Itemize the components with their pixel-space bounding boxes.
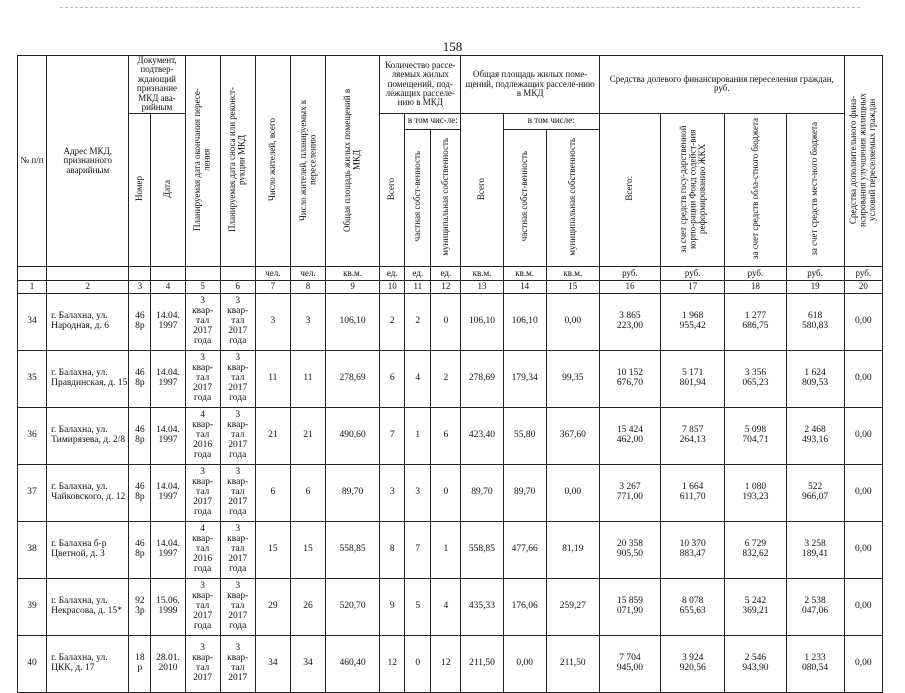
demolish-cell: 3 квар- тал 2017: [220, 636, 255, 693]
column-number: 10: [380, 281, 405, 294]
residents-planned-cell: 15: [290, 522, 325, 579]
table-row: [18, 408, 883, 465]
area-resettle-cell: 106,10: [461, 294, 503, 351]
hdr-area-all: [461, 113, 503, 266]
demolish-cell: 3 квар- тал 2017 года: [220, 465, 255, 522]
funds-total-cell: 20 358 905,50: [599, 522, 660, 579]
hdr-fund-region-text: за счет средств обла-стного бюджета: [749, 118, 760, 260]
area-municipal-cell: 0,00: [546, 294, 599, 351]
funds-total-cell: 3 865 223,00: [599, 294, 660, 351]
premises-count-cell: 6: [380, 351, 405, 408]
premises-private-cell: 1: [405, 408, 431, 465]
doc-date-cell: 14.04. 1997: [151, 351, 185, 408]
row-number: 37: [18, 465, 47, 522]
fund-local-cell: 522 966,07: [786, 465, 844, 522]
row-number: 39: [18, 579, 47, 636]
hdr-residents-planned: [290, 56, 325, 267]
column-number: 2: [47, 281, 129, 294]
area-resettle-cell: 89,70: [461, 465, 503, 522]
hdr-doc-number: [129, 113, 151, 266]
area-resettle-cell: 558,85: [461, 522, 503, 579]
premises-count-cell: 3: [380, 465, 405, 522]
fund-state-cell: 5 171 801,94: [661, 351, 725, 408]
premises-count-cell: 9: [380, 579, 405, 636]
column-number: 3: [129, 281, 151, 294]
doc-number-cell: 46 8р: [129, 522, 151, 579]
resettle-end-cell: 4 квар- тал 2016 года: [185, 522, 220, 579]
table-row: [18, 636, 883, 693]
fund-state-cell: 1 664 611,70: [661, 465, 725, 522]
doc-date-cell: 14.04. 1997: [151, 522, 185, 579]
doc-number-cell: 18 р: [129, 636, 151, 693]
area-private-cell: 477,66: [503, 522, 546, 579]
total-area-cell: 278,69: [326, 351, 380, 408]
doc-date-cell: 14.04. 1997: [151, 294, 185, 351]
residents-planned-cell: 21: [290, 408, 325, 465]
unit-cell: руб.: [661, 267, 725, 281]
column-number: 13: [461, 281, 503, 294]
hdr-demolish: [220, 56, 255, 267]
residents-total-cell: 34: [255, 636, 290, 693]
premises-municipal-cell: 4: [431, 579, 461, 636]
hdr-fund-state-text: за счет средств госу-дарственной корпо-рации Фонд содейст-вия реформированию ЖКХ: [677, 124, 707, 253]
hdr-cnt-including: в том чис-ле:: [405, 113, 461, 129]
area-municipal-cell: 81,19: [546, 522, 599, 579]
hdr-residents-total-text: Число жителей, всего: [267, 118, 278, 202]
premises-count-cell: 8: [380, 522, 405, 579]
resettle-end-cell: 4 квар- тал 2016 года: [185, 408, 220, 465]
extra-funds-cell: 0,00: [844, 522, 882, 579]
hdr-total-area-text: Общая площадь жилых помещений в МКД: [342, 88, 362, 232]
column-number: 16: [599, 281, 660, 294]
address-cell: г. Балахна, ул. Народная, д. 6: [47, 294, 129, 351]
area-private-cell: 0,00: [503, 636, 546, 693]
hdr-total-area: [326, 56, 380, 267]
column-number: 20: [844, 281, 882, 294]
hdr-area-resettle: Общая площадь жилых поме-щений, подлежащих расселе-нию в МКД: [461, 56, 599, 114]
doc-number-cell: 46 8р: [129, 351, 151, 408]
unit-cell: руб.: [599, 267, 660, 281]
fund-local-cell: 3 258 189,41: [786, 522, 844, 579]
area-municipal-cell: 0,00: [546, 465, 599, 522]
hdr-premises-count: Количество рассе-ляемых жилых помещений, под-лежащих расселе-нию в МКД: [380, 56, 461, 114]
demolish-cell: 3 квар- тал 2017 года: [220, 408, 255, 465]
premises-private-cell: 5: [405, 579, 431, 636]
unit-cell: чел.: [255, 267, 290, 281]
area-municipal-cell: 211,50: [546, 636, 599, 693]
column-number: 5: [185, 281, 220, 294]
total-area-cell: 89,70: [326, 465, 380, 522]
column-number: 15: [546, 281, 599, 294]
hdr-cnt-municipal: [431, 129, 461, 267]
total-area-cell: 558,85: [326, 522, 380, 579]
resettle-end-cell: 3 квар- тал 2017 года: [185, 351, 220, 408]
premises-municipal-cell: 6: [431, 408, 461, 465]
hdr-area-private-text: частная собст-венность: [518, 151, 529, 242]
area-resettle-cell: 278,69: [461, 351, 503, 408]
table-row: [18, 579, 883, 636]
hdr-fund-region: [725, 113, 786, 266]
column-number: 9: [326, 281, 380, 294]
hdr-residents-total: [255, 56, 290, 267]
area-private-cell: 179,34: [503, 351, 546, 408]
total-area-cell: 490,60: [326, 408, 380, 465]
hdr-resettle-end-text: Планируемая дата окончания пересе-ления: [192, 88, 212, 232]
doc-date-cell: 14.04. 1997: [151, 408, 185, 465]
unit-cell: ед.: [431, 267, 461, 281]
fund-state-cell: 8 078 655,63: [661, 579, 725, 636]
hdr-cnt-private: [405, 129, 431, 267]
page-number: 158: [442, 39, 463, 54]
row-number: 40: [18, 636, 47, 693]
hdr-fund-state: [661, 113, 725, 266]
units-spacer: [220, 267, 255, 281]
hdr-fund-local-text: за счет средств мест-ного бюджета: [809, 121, 820, 256]
column-number: 4: [151, 281, 185, 294]
doc-number-cell: 92 3р: [129, 579, 151, 636]
hdr-area-municipal: [546, 129, 599, 267]
unit-cell: ед.: [380, 267, 405, 281]
units-spacer: [151, 267, 185, 281]
table-row: [18, 465, 883, 522]
premises-count-cell: 2: [380, 294, 405, 351]
doc-date-cell: 15.06. 1999: [151, 579, 185, 636]
area-resettle-cell: 435,33: [461, 579, 503, 636]
address-cell: г. Балахна, ул. Тимирязева, д. 2/8: [47, 408, 129, 465]
residents-total-cell: 21: [255, 408, 290, 465]
funds-total-cell: 15 424 462,00: [599, 408, 660, 465]
area-private-cell: 106,10: [503, 294, 546, 351]
units-spacer: [129, 267, 151, 281]
premises-count-cell: 12: [380, 636, 405, 693]
hdr-num: № п/п: [18, 56, 47, 267]
premises-private-cell: 2: [405, 294, 431, 351]
hdr-area-private: [503, 129, 546, 267]
units-spacer: [47, 267, 129, 281]
units-row: [18, 267, 883, 281]
column-number: 18: [725, 281, 786, 294]
fund-region-cell: 3 356 065,23: [725, 351, 786, 408]
address-cell: г. Балахна, ул. Правдинская, д. 15: [47, 351, 129, 408]
table-row: [18, 522, 883, 579]
hdr-resettle-end: [185, 56, 220, 267]
premises-municipal-cell: 0: [431, 294, 461, 351]
fund-region-cell: 2 546 943,90: [725, 636, 786, 693]
hdr-doc-date-text: Дата: [162, 179, 173, 198]
area-private-cell: 89,70: [503, 465, 546, 522]
hdr-cnt-all-text: Всего: [386, 177, 397, 200]
fund-state-cell: 1 968 955,42: [661, 294, 725, 351]
unit-cell: руб.: [844, 267, 882, 281]
address-cell: г. Балахна, ул. Некрасова, д. 15*: [47, 579, 129, 636]
hdr-area-all-text: Всего: [476, 177, 487, 200]
column-number: 19: [786, 281, 844, 294]
premises-count-cell: 7: [380, 408, 405, 465]
hdr-area-including: в том числе:: [503, 113, 599, 129]
fund-region-cell: 1 277 686,75: [725, 294, 786, 351]
hdr-funds-all: [599, 113, 660, 266]
resettlement-table: [17, 55, 883, 693]
unit-cell: ед.: [405, 267, 431, 281]
extra-funds-cell: 0,00: [844, 294, 882, 351]
unit-cell: чел.: [290, 267, 325, 281]
fund-region-cell: 5 098 704,71: [725, 408, 786, 465]
funds-total-cell: 3 267 771,00: [599, 465, 660, 522]
premises-private-cell: 3: [405, 465, 431, 522]
demolish-cell: 3 квар- тал 2017 года: [220, 294, 255, 351]
hdr-cnt-all: [380, 113, 405, 266]
residents-total-cell: 11: [255, 351, 290, 408]
data-rows: [18, 294, 883, 693]
residents-planned-cell: 6: [290, 465, 325, 522]
table-row: [18, 294, 883, 351]
fund-region-cell: 6 729 832,62: [725, 522, 786, 579]
fund-local-cell: 1 233 080,54: [786, 636, 844, 693]
unit-cell: кв.м.: [326, 267, 380, 281]
row-number: 34: [18, 294, 47, 351]
fund-local-cell: 2 468 493,16: [786, 408, 844, 465]
area-resettle-cell: 423,40: [461, 408, 503, 465]
demolish-cell: 3 квар- тал 2017 года: [220, 579, 255, 636]
hdr-extra: [844, 56, 882, 267]
premises-private-cell: 4: [405, 351, 431, 408]
row-number: 35: [18, 351, 47, 408]
hdr-cnt-municipal-text: муниципальная собственность: [440, 137, 451, 256]
column-number: 7: [255, 281, 290, 294]
fund-local-cell: 2 538 047,06: [786, 579, 844, 636]
fund-state-cell: 3 924 920,56: [661, 636, 725, 693]
hdr-cnt-private-text: частная собст-венность: [412, 151, 423, 242]
funds-total-cell: 7 704 945,00: [599, 636, 660, 693]
hdr-doc-date: [151, 113, 185, 266]
column-number: 8: [290, 281, 325, 294]
residents-total-cell: 15: [255, 522, 290, 579]
top-rule: [60, 7, 860, 8]
fund-region-cell: 5 242 369,21: [725, 579, 786, 636]
resettle-end-cell: 3 квар- тал 2017: [185, 636, 220, 693]
doc-number-cell: 46 8р: [129, 294, 151, 351]
address-cell: г. Балахна, ул. Чайковского, д. 12: [47, 465, 129, 522]
column-number: 1: [18, 281, 47, 294]
fund-local-cell: 1 624 809,53: [786, 351, 844, 408]
residents-planned-cell: 3: [290, 294, 325, 351]
demolish-cell: 3 квар- тал 2017 года: [220, 351, 255, 408]
unit-cell: руб.: [725, 267, 786, 281]
extra-funds-cell: 0,00: [844, 408, 882, 465]
fund-state-cell: 10 370 883,47: [661, 522, 725, 579]
doc-date-cell: 28.01. 2010: [151, 636, 185, 693]
residents-planned-cell: 11: [290, 351, 325, 408]
resettle-end-cell: 3 квар- тал 2017 года: [185, 294, 220, 351]
unit-cell: кв.м.: [503, 267, 546, 281]
total-area-cell: 460,40: [326, 636, 380, 693]
total-area-cell: 520,70: [326, 579, 380, 636]
fund-region-cell: 1 080 193,23: [725, 465, 786, 522]
extra-funds-cell: 0,00: [844, 351, 882, 408]
row-number: 38: [18, 522, 47, 579]
doc-date-cell: 14.04. 1997: [151, 465, 185, 522]
demolish-cell: 3 квар- тал 2017 года: [220, 522, 255, 579]
area-municipal-cell: 99,35: [546, 351, 599, 408]
premises-private-cell: 0: [405, 636, 431, 693]
resettle-end-cell: 3 квар- тал 2017 года: [185, 579, 220, 636]
extra-funds-cell: 0,00: [844, 465, 882, 522]
hdr-demolish-text: Планируемая дата сноса или реконст-рукции МКД: [227, 87, 247, 233]
fund-local-cell: 618 580,83: [786, 294, 844, 351]
column-number: 11: [405, 281, 431, 294]
hdr-residents-planned-text: Число жителей, планируемых к переселению: [297, 99, 317, 221]
unit-cell: кв.м.: [461, 267, 503, 281]
column-number: 6: [220, 281, 255, 294]
extra-funds-cell: 0,00: [844, 636, 882, 693]
funds-total-cell: 15 859 071,90: [599, 579, 660, 636]
address-cell: г. Балахна б-р Цветной, д. 3: [47, 522, 129, 579]
unit-cell: руб.: [786, 267, 844, 281]
hdr-funds-all-text: Всего:: [624, 176, 635, 201]
fund-state-cell: 7 857 264,13: [661, 408, 725, 465]
column-numbers-row: [18, 281, 883, 294]
extra-funds-cell: 0,00: [844, 579, 882, 636]
hdr-area-municipal-text: муниципальная собственность: [567, 137, 578, 256]
residents-total-cell: 6: [255, 465, 290, 522]
area-resettle-cell: 211,50: [461, 636, 503, 693]
premises-private-cell: 7: [405, 522, 431, 579]
area-municipal-cell: 367,60: [546, 408, 599, 465]
column-number: 17: [661, 281, 725, 294]
doc-number-cell: 46 8р: [129, 465, 151, 522]
unit-cell: кв.м.: [546, 267, 599, 281]
hdr-doc-number-text: Номер: [134, 176, 145, 202]
area-private-cell: 176,06: [503, 579, 546, 636]
column-number: 12: [431, 281, 461, 294]
premises-municipal-cell: 0: [431, 465, 461, 522]
premises-municipal-cell: 12: [431, 636, 461, 693]
row-number: 36: [18, 408, 47, 465]
hdr-document: Документ, подтвер-ждающий признание МКД ава-рийным: [129, 56, 185, 114]
hdr-funds: Средства долевого финансирования переселения граждан, руб.: [599, 56, 844, 114]
premises-municipal-cell: 2: [431, 351, 461, 408]
address-cell: г. Балахна, ул. ЦКК, д. 17: [47, 636, 129, 693]
residents-total-cell: 3: [255, 294, 290, 351]
table-row: [18, 351, 883, 408]
area-private-cell: 55,80: [503, 408, 546, 465]
hdr-fund-local: [786, 113, 844, 266]
column-number: 14: [503, 281, 546, 294]
residents-planned-cell: 34: [290, 636, 325, 693]
doc-number-cell: 46 8р: [129, 408, 151, 465]
units-spacer: [18, 267, 47, 281]
resettle-end-cell: 3 квар- тал 2017 года: [185, 465, 220, 522]
residents-total-cell: 29: [255, 579, 290, 636]
total-area-cell: 106,10: [326, 294, 380, 351]
area-municipal-cell: 259,27: [546, 579, 599, 636]
hdr-address: Адрес МКД, признанного аварийным: [47, 56, 129, 267]
hdr-extra-text: Средства дополнительного фина-нсирования улучшения жилищных условий переселяемых граждан: [848, 92, 878, 227]
units-spacer: [185, 267, 220, 281]
funds-total-cell: 10 152 676,70: [599, 351, 660, 408]
premises-municipal-cell: 1: [431, 522, 461, 579]
residents-planned-cell: 26: [290, 579, 325, 636]
